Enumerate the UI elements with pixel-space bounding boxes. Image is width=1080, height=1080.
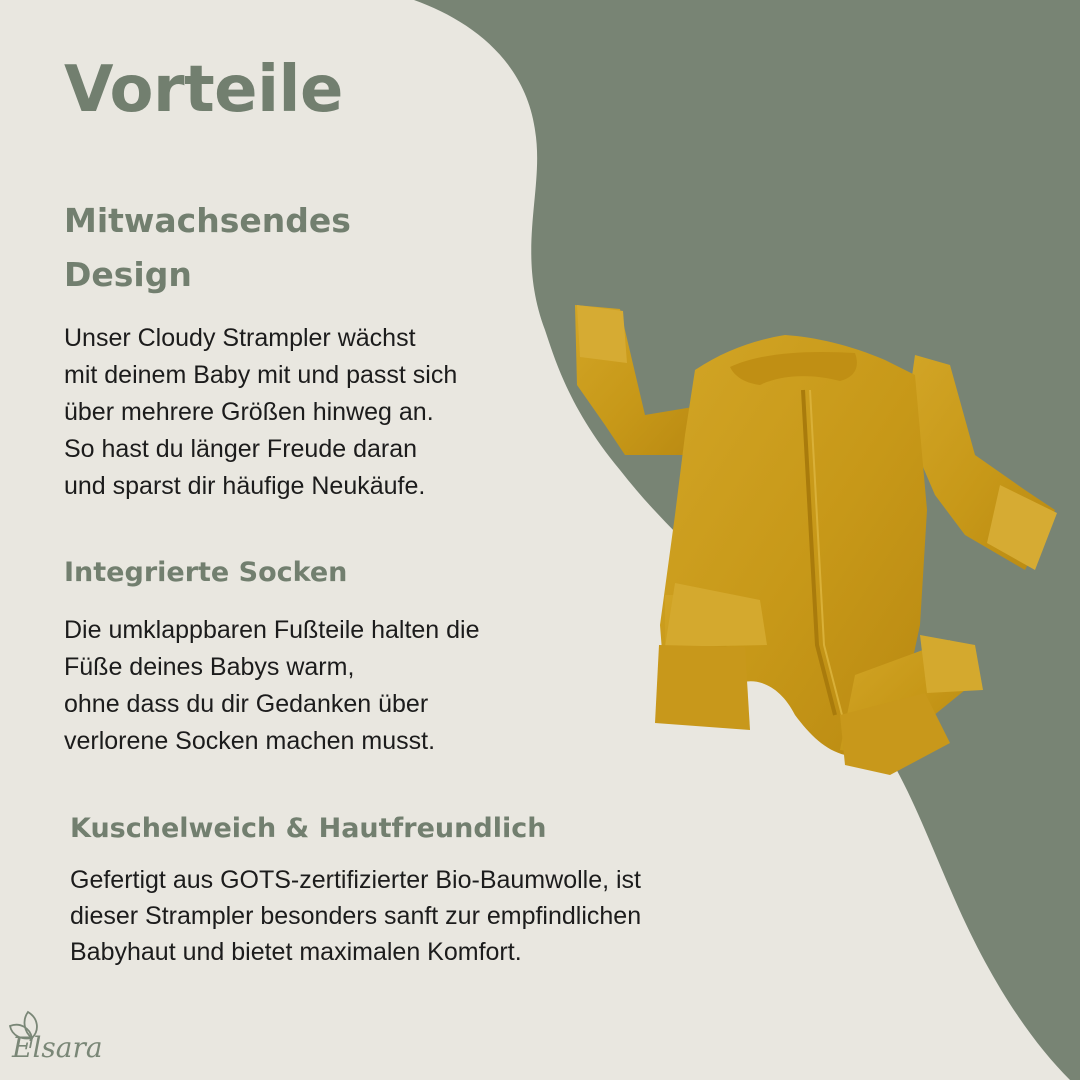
text-line: über mehrere Größen hinweg an. bbox=[64, 398, 434, 426]
text-mitwachsendes-design bbox=[64, 320, 534, 505]
text-line: Unser Cloudy Strampler wächst bbox=[64, 324, 416, 352]
text-line: Gefertigt aus GOTS-zertifizierter Bio-Baumwolle, ist bbox=[70, 866, 641, 894]
text-line: und sparst dir häufige Neukäufe. bbox=[64, 472, 426, 500]
heading-kuschelweich: Kuschelweich & Hautfreundlich bbox=[70, 813, 547, 844]
brand-logo-text: Elsara bbox=[12, 1031, 103, 1064]
text-line: Babyhaut und bietet maximalen Komfort. bbox=[70, 938, 522, 966]
text-line: verlorene Socken machen musst. bbox=[64, 727, 436, 755]
text-line: mit deinem Baby mit und passt sich bbox=[64, 361, 458, 389]
text-integrierte-socken bbox=[64, 612, 564, 760]
heading-integrierte-socken: Integrierte Socken bbox=[64, 557, 348, 588]
text-line: ohne dass du dir Gedanken über bbox=[64, 690, 429, 718]
page-title: Vorteile bbox=[64, 53, 343, 127]
romper-icon bbox=[555, 295, 1065, 785]
text-line: dieser Strampler besonders sanft zur empfindlichen bbox=[70, 902, 642, 930]
text-kuschelweich bbox=[70, 862, 740, 970]
heading-mitwachsendes-design: Mitwachsendes Design bbox=[64, 201, 351, 294]
text-line: So hast du länger Freude daran bbox=[64, 435, 418, 463]
text-line: Füße deines Babys warm, bbox=[64, 653, 355, 681]
text-line: Die umklappbaren Fußteile halten die bbox=[64, 616, 480, 644]
